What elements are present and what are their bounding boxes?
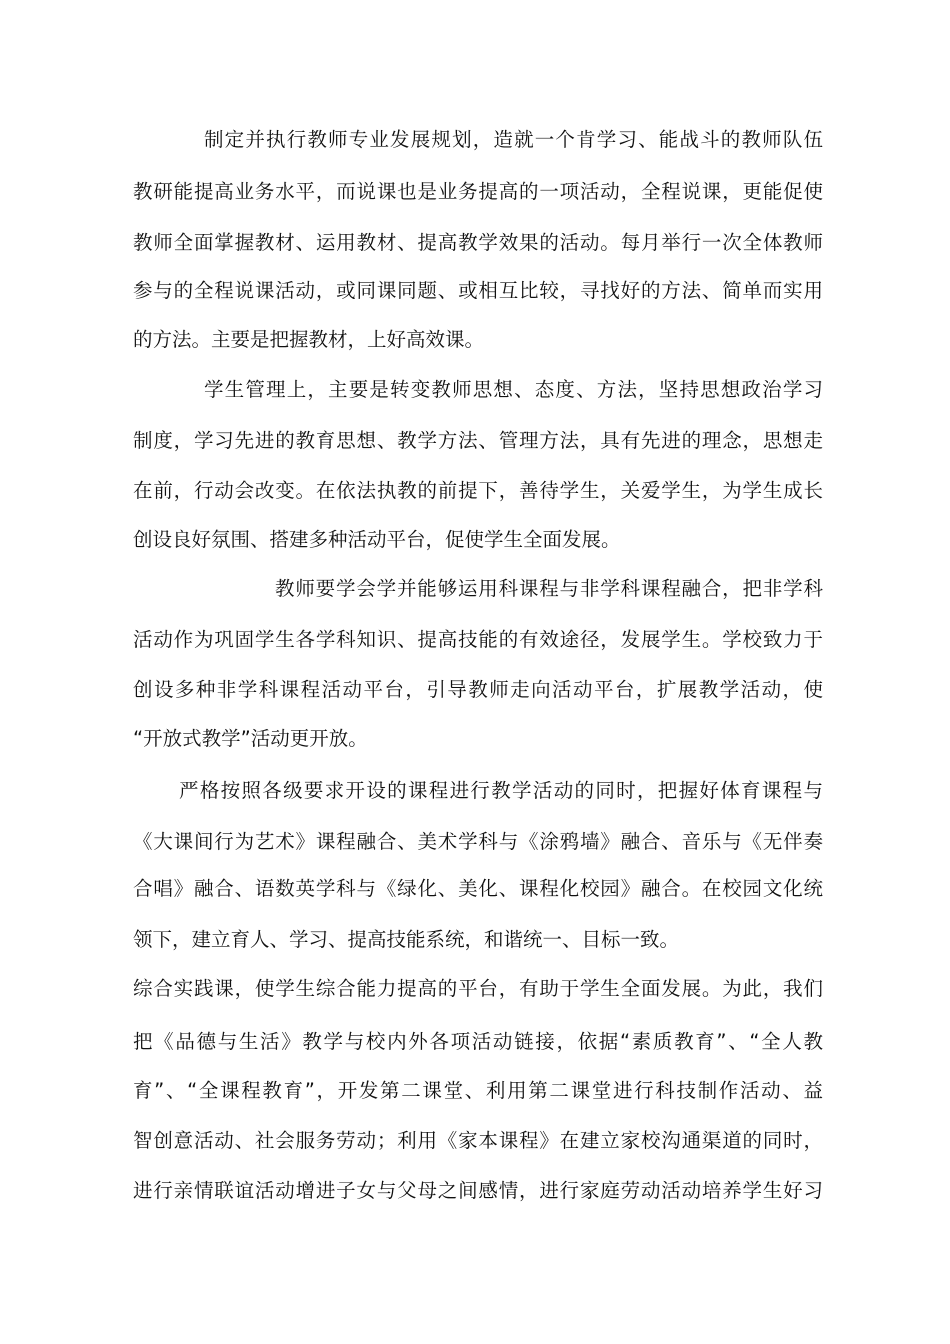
text-line: 创设多种非学科课程活动平台，引导教师走向活动平台，扩展教学活动，使 [133, 678, 823, 701]
text-line: 教师要学会学并能够运用科课程与非学科课程融合，把非学科 [275, 577, 823, 600]
text-line: 制度，学习先进的教育思想、教学方法、管理方法，具有先进的理念，思想走 [133, 429, 823, 452]
text-line: 学生管理上，主要是转变教师思想、态度、方法，坚持思想政治学习 [204, 378, 823, 401]
text-line: 育”、“全课程教育”，开发第二课堂、利用第二课堂进行科技制作活动、益 [133, 1079, 823, 1102]
text-line: 教师全面掌握教材、运用教材、提高教学效果的活动。每月举行一次全体教师 [133, 231, 823, 254]
text-line: 领下，建立育人、学习、提高技能系统，和谐统一、目标一致。 [133, 928, 680, 951]
text-line: 的方法。主要是把握教材，上好高效课。 [133, 328, 485, 351]
text-line: 制定并执行教师专业发展规划，造就一个肯学习、能战斗的教师队伍 [204, 128, 823, 151]
text-line: 合唱》融合、语数英学科与《绿化、美化、课程化校园》融合。在校园文化统 [133, 877, 823, 900]
text-line: 活动作为巩固学生各学科知识、提高技能的有效途径，发展学生。学校致力于 [133, 628, 823, 651]
text-line: 把《品德与生活》教学与校内外各项活动链接，依据“素质教育”、“全人教 [133, 1030, 823, 1053]
text-line: 创设良好氛围、搭建多种活动平台，促使学生全面发展。 [133, 528, 621, 551]
text-line: 参与的全程说课活动，或同课同题、或相互比较，寻找好的方法、简单而实用 [133, 279, 823, 302]
text-line: 智创意活动、社会服务劳动；利用《家本课程》在建立家校沟通渠道的同时， [133, 1129, 823, 1152]
text-line: 进行亲情联谊活动增进子女与父母之间感情，进行家庭劳动活动培养学生好习 [133, 1179, 823, 1202]
text-line: “开放式教学”活动更开放。 [133, 727, 368, 750]
text-line: 《大课间行为艺术》课程融合、美术学科与《涂鸦墙》融合、音乐与《无伴奏 [133, 830, 823, 853]
text-line: 教研能提高业务水平，而说课也是业务提高的一项活动，全程说课，更能促使 [133, 180, 823, 203]
text-line: 在前，行动会改变。在依法执教的前提下，善待学生，关爱学生，为学生成长 [133, 479, 823, 502]
text-line: 严格按照各级要求开设的课程进行教学活动的同时，把握好体育课程与 [179, 779, 823, 802]
text-line: 综合实践课，使学生综合能力提高的平台，有助于学生全面发展。为此，我们 [133, 977, 823, 1000]
